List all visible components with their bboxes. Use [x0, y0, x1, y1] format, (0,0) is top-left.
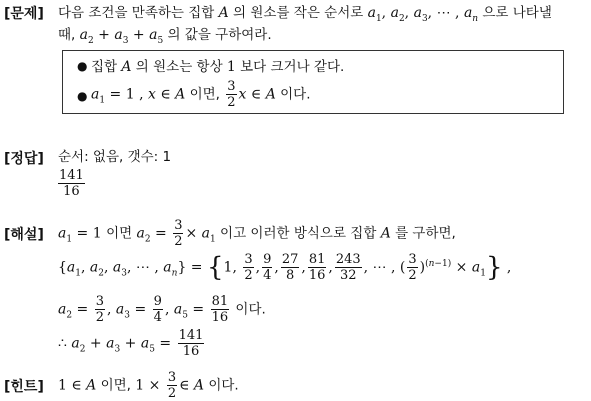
solution-label: [해설]	[4, 227, 44, 243]
problem-label: [문제]	[4, 6, 44, 22]
hint-text: 1 ∈ A 이면, 1 × $\frac{3}{2}$ ∈ A 이다.	[58, 370, 239, 401]
problem-line-1: 다음 조건을 만족하는 집합 A 의 원소를 작은 순서로 $a_1$, $a_2$, $a_3$, ⋯ , $a_n$ 으로 나타낼	[58, 5, 552, 24]
solution-line-1: $a_1 = 1$ 이면 $a_2$ = $\frac{3}{2}$ × $a_1$ 이고 이러한 방식으로 집합 A 를 구하면,	[58, 218, 456, 249]
answer-numerator: 141	[59, 168, 84, 183]
condition-2: $a_1 = 1$ , x ∈ A 이면, $\frac{3}{2}$ x ∈ A 이다.	[91, 79, 311, 110]
answer-value	[58, 168, 85, 199]
conditions-box	[62, 50, 564, 114]
solution-line-2: {$a_1$, $a_2$, $a_3$, ⋯ , $a_n\} = \{1$, $\frac{3}{2}$ , $\frac{9}{4}$ , $\frac{27}{8}$ , $\frac{81}{16}$ , $\frac{243}{32}$ , ⋯ , ( $\frac{3}{2}$ )$^{(n-1)} \times a_1$} ,	[58, 252, 512, 283]
bullet-1: ●	[77, 59, 88, 73]
problem-line-2: 때, $a_2 + a_3 + a_5$ 의 값을 구하여라.	[58, 27, 272, 46]
hint-label: [힌트]	[4, 379, 44, 395]
solution-line-3: $a_2$ = $\frac{3}{2}$ , $a_3$ = $\frac{9}{4}$ , $a_5$ = $\frac{81}{16}$ 이다.	[58, 294, 266, 325]
answer-label: [정답]	[4, 151, 44, 167]
fraction-3-2: $\frac{3}{2}$	[227, 79, 236, 110]
bullet-2: ●	[77, 89, 88, 103]
answer-text: 순서: 없음, 갯수: 1	[58, 149, 172, 165]
answer-denominator: 16	[63, 184, 80, 199]
solution-line-4: ∴ $a_2 + a_3 + a_5$ = $\frac{141}{16}$	[58, 328, 204, 359]
condition-1: 집합 A 의 원소는 항상 1 보다 크거나 같다.	[91, 59, 345, 75]
